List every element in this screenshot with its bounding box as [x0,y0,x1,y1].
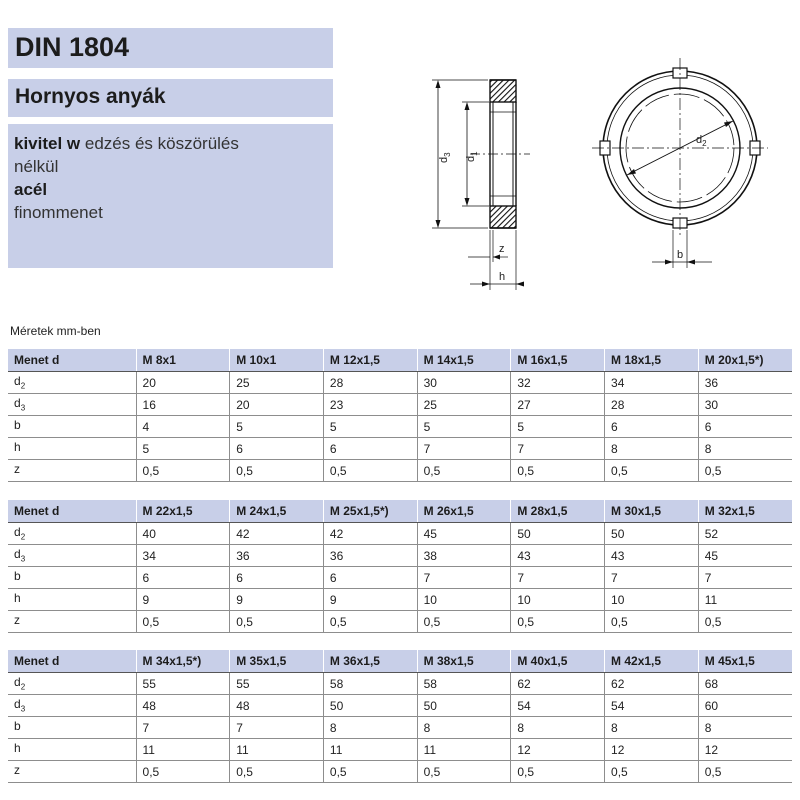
thread-size-header: M 8x1 [136,349,230,372]
table-cell: 6 [323,438,417,460]
table-cell: 0,5 [698,761,792,783]
table-cell: 0,5 [323,761,417,783]
table-cell: 9 [136,589,230,611]
thread-size-header: M 16x1,5 [511,349,605,372]
table-cell: 7 [230,717,324,739]
table-cell: 6 [136,567,230,589]
row-label [8,523,136,545]
table-row [8,416,792,438]
table-cell: 0,5 [605,761,699,783]
table-cell: 60 [698,695,792,717]
table-header-row [8,650,792,673]
row-label [8,438,136,460]
z-label: z [499,243,505,255]
table-cell: 8 [417,717,511,739]
row-label [8,460,136,482]
table-cell: 6 [323,567,417,589]
row-label [8,739,136,761]
desc-finish-label: kivitel w [14,134,81,153]
thread-size-header: M 40x1,5 [511,650,605,673]
thread-size-header: M 32x1,5 [698,500,792,523]
table-cell: 11 [230,739,324,761]
thread-size-header: M 18x1,5 [605,349,699,372]
table-cell: 0,5 [417,460,511,482]
table-cell: 9 [323,589,417,611]
table-cell: 0,5 [417,761,511,783]
table-cell: 20 [230,394,324,416]
spec-table-3 [8,650,792,783]
table-row [8,695,792,717]
table-cell: 38 [417,545,511,567]
table-cell: 0,5 [136,611,230,633]
table-cell: 11 [323,739,417,761]
thread-size-header: M 30x1,5 [605,500,699,523]
row-label [8,717,136,739]
row-label [8,761,136,783]
row-label-sub: 3 [20,403,26,413]
row-label-main: d [14,697,21,712]
row-label-sub: 3 [20,704,26,714]
table-cell: 6 [605,416,699,438]
thread-size-header: M 10x1 [230,349,324,372]
row-label-main: z [14,763,20,778]
row-label [8,567,136,589]
row-label-main: z [14,613,20,628]
table-cell: 0,5 [417,611,511,633]
table-cell: 58 [323,673,417,695]
table-cell: 58 [417,673,511,695]
table-cell: 7 [417,567,511,589]
desc-thread-type: finommenet [14,203,103,222]
table-cell: 7 [605,567,699,589]
table-cell: 11 [698,589,792,611]
table-cell: 8 [605,717,699,739]
table-cell: 0,5 [136,460,230,482]
table-row [8,739,792,761]
d2-label: $d_2$ [696,134,707,148]
row-label [8,673,136,695]
spec-table-1 [8,349,792,482]
row-label-sub: 2 [20,682,26,692]
table-cell: 43 [605,545,699,567]
thread-size-header: M 36x1,5 [323,650,417,673]
table-cell: 7 [511,438,605,460]
table-cell: 7 [698,567,792,589]
table-row [8,611,792,633]
table-cell: 0,5 [511,611,605,633]
row-label [8,394,136,416]
table-cell: 7 [417,438,511,460]
z-dimension [468,230,508,266]
desc-line-2: nélkül [14,157,59,176]
table-cell: 62 [605,673,699,695]
table-cell: 40 [136,523,230,545]
table-cell: 36 [323,545,417,567]
row-label-main: z [14,462,20,477]
table-cell: 0,5 [511,460,605,482]
table-cell: 27 [511,394,605,416]
table-cell: 68 [698,673,792,695]
d1-label: $d_1$ [465,151,479,162]
row-label [8,611,136,633]
table-cell: 5 [136,438,230,460]
table-cell: 48 [136,695,230,717]
table-cell: 0,5 [511,761,605,783]
thread-size-header: M 26x1,5 [417,500,511,523]
row-label [8,416,136,438]
table-cell: 42 [230,523,324,545]
table-cell: 6 [230,438,324,460]
table-cell: 34 [136,545,230,567]
table-row [8,589,792,611]
table-cell: 36 [230,545,324,567]
row-label-sub: 3 [20,554,26,564]
table-cell: 34 [605,372,699,394]
thread-size-header: M 42x1,5 [605,650,699,673]
thread-size-header: M 38x1,5 [417,650,511,673]
table-cell: 10 [417,589,511,611]
table-cell: 32 [511,372,605,394]
table-cell: 5 [417,416,511,438]
row-label [8,372,136,394]
row-label [8,695,136,717]
row-label [8,545,136,567]
thread-size-header: M 24x1,5 [230,500,324,523]
table-cell: 10 [605,589,699,611]
thread-size-header: M 22x1,5 [136,500,230,523]
table-cell: 11 [136,739,230,761]
table-cell: 54 [605,695,699,717]
b-label: b [677,249,684,261]
row-label-main: h [14,741,21,756]
row-label-main: d [14,675,21,690]
table-cell: 25 [230,372,324,394]
table-cell: 0,5 [323,460,417,482]
table-cell: 50 [511,523,605,545]
thread-header-label: Menet d [8,349,136,372]
table-cell: 0,5 [136,761,230,783]
table-cell: 0,5 [605,611,699,633]
table-cell: 50 [605,523,699,545]
thread-size-header: M 28x1,5 [511,500,605,523]
table-header-row [8,349,792,372]
table-row [8,523,792,545]
table-cell: 5 [511,416,605,438]
table-cell: 62 [511,673,605,695]
table-cell: 20 [136,372,230,394]
unit-note: Méretek mm-ben [10,324,101,338]
spec-table-2 [8,500,792,633]
table-row [8,545,792,567]
b-dimension [652,230,712,268]
table-cell: 12 [605,739,699,761]
table-cell: 23 [323,394,417,416]
table-cell: 48 [230,695,324,717]
table-header-row [8,500,792,523]
table-row [8,673,792,695]
table-cell: 8 [323,717,417,739]
table-cell: 5 [230,416,324,438]
table-cell: 50 [417,695,511,717]
thread-size-header: M 20x1,5*) [698,349,792,372]
table-cell: 7 [136,717,230,739]
table-cell: 52 [698,523,792,545]
table-cell: 25 [417,394,511,416]
desc-material: acél [14,180,48,199]
thread-size-header: M 35x1,5 [230,650,324,673]
h-label: h [499,271,506,283]
table-cell: 45 [698,545,792,567]
technical-drawing [0,0,800,300]
row-label-main: d [14,525,21,540]
row-label [8,589,136,611]
table-cell: 0,5 [698,611,792,633]
row-label-main: h [14,440,21,455]
thread-size-header: M 14x1,5 [417,349,511,372]
page-subtitle: Hornyos anyák [15,85,166,108]
table-cell: 7 [511,567,605,589]
table-cell: 50 [323,695,417,717]
table-row [8,372,792,394]
thread-size-header: M 34x1,5*) [136,650,230,673]
table-cell: 8 [511,717,605,739]
front-view [592,58,768,238]
table-cell: 30 [698,394,792,416]
row-label-sub: 2 [20,381,26,391]
table-cell: 45 [417,523,511,545]
table-row [8,438,792,460]
row-label-main: d [14,396,21,411]
page-title: DIN 1804 [15,32,130,62]
table-cell: 0,5 [323,611,417,633]
table-row [8,717,792,739]
table-cell: 12 [698,739,792,761]
table-cell: 0,5 [230,460,324,482]
row-label-main: d [14,374,21,389]
table-cell: 28 [605,394,699,416]
table-cell: 10 [511,589,605,611]
table-cell: 12 [511,739,605,761]
table-cell: 8 [698,717,792,739]
thread-header-label: Menet d [8,500,136,523]
desc-finish-text: edzés és köszörülés [80,134,239,153]
table-cell: 6 [698,416,792,438]
table-cell: 0,5 [230,761,324,783]
table-cell: 4 [136,416,230,438]
table-cell: 6 [230,567,324,589]
d3-label: $d_3$ [438,152,452,163]
table-row [8,394,792,416]
thread-size-header: M 25x1,5*) [323,500,417,523]
table-cell: 8 [698,438,792,460]
table-cell: 11 [417,739,511,761]
thread-size-header: M 45x1,5 [698,650,792,673]
table-cell: 42 [323,523,417,545]
table-cell: 5 [323,416,417,438]
table-cell: 9 [230,589,324,611]
row-label-sub: 2 [20,532,26,542]
table-row [8,761,792,783]
h-dimension [470,230,524,290]
table-row [8,567,792,589]
row-label-main: b [14,418,21,433]
table-cell: 54 [511,695,605,717]
table-cell: 36 [698,372,792,394]
table-cell: 0,5 [605,460,699,482]
thread-header-label: Menet d [8,650,136,673]
table-cell: 43 [511,545,605,567]
table-cell: 55 [230,673,324,695]
table-cell: 8 [605,438,699,460]
table-cell: 16 [136,394,230,416]
table-cell: 55 [136,673,230,695]
table-cell: 30 [417,372,511,394]
thread-size-header: M 12x1,5 [323,349,417,372]
table-row [8,460,792,482]
row-label-main: b [14,569,21,584]
table-cell: 28 [323,372,417,394]
row-label-main: d [14,547,21,562]
row-label-main: b [14,719,21,734]
table-cell: 0,5 [698,460,792,482]
table-cell: 0,5 [230,611,324,633]
row-label-main: h [14,591,21,606]
